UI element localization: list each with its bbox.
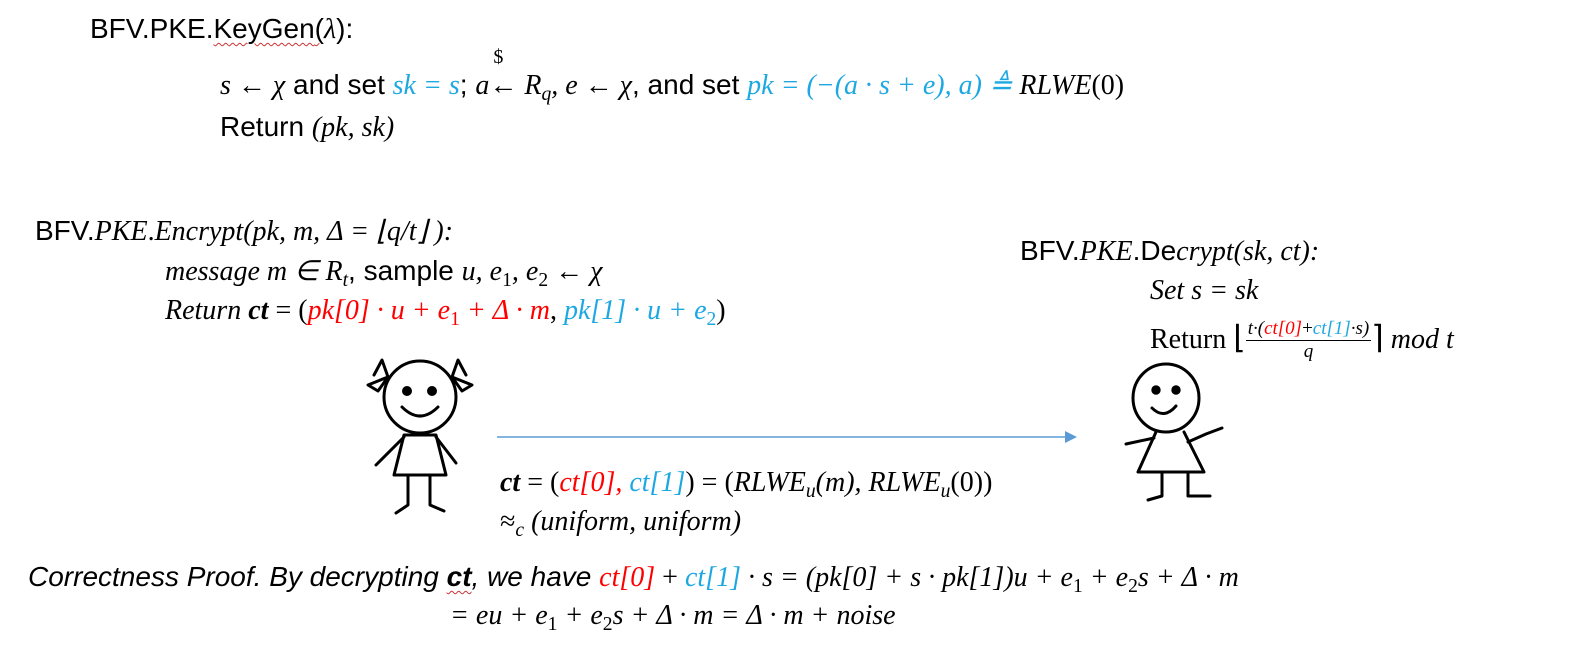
encrypt-t-sub: t bbox=[342, 269, 349, 291]
ciphertext-mid: ) = ( bbox=[685, 467, 734, 498]
ciphertext-line-1 bbox=[500, 465, 992, 500]
encrypt-red-sub: 1 bbox=[450, 308, 460, 330]
encrypt-sub-2: 2 bbox=[538, 269, 549, 291]
keygen-return: Return bbox=[220, 111, 312, 142]
proof-l2-sub-1: 1 bbox=[547, 613, 558, 635]
decrypt-rfloor: ⌉ bbox=[1371, 318, 1384, 355]
keygen-title-close: ): bbox=[336, 13, 354, 44]
keygen-chi: χ bbox=[272, 70, 286, 101]
ciphertext-approx: ≈ bbox=[500, 506, 516, 537]
keygen-title-lambda: λ bbox=[323, 14, 337, 45]
decrypt-title-pke: PKE bbox=[1079, 236, 1133, 267]
decrypt-num-a: t·( bbox=[1247, 318, 1265, 339]
proof-intro: Correctness Proof. By decrypting bbox=[28, 561, 447, 592]
girl-figure bbox=[360, 355, 480, 525]
keygen-and-set: and set bbox=[285, 69, 393, 100]
encrypt-chi: ← χ bbox=[548, 256, 603, 287]
encrypt-sample: , sample bbox=[348, 255, 462, 286]
encrypt-red-tail: + Δ · m bbox=[459, 295, 550, 326]
decrypt-num-blue: ct[1] bbox=[1312, 318, 1351, 339]
keygen-pk: pk = (−(a · s + e), a) ≜ bbox=[747, 70, 1020, 101]
ciphertext-m: (m), bbox=[815, 467, 869, 498]
ciphertext-rlwe-2: RLWE bbox=[868, 467, 941, 498]
encrypt-return: Return bbox=[165, 295, 249, 326]
decrypt-return: Return bbox=[1150, 323, 1234, 355]
keygen-R: R bbox=[517, 70, 542, 101]
ciphertext-u-2: u bbox=[940, 480, 951, 502]
ciphertext-ct: ct bbox=[500, 467, 521, 498]
keygen-line-1 bbox=[220, 46, 1125, 105]
keygen-arrow: ← bbox=[230, 70, 273, 101]
girl-body bbox=[376, 435, 456, 513]
keygen-title bbox=[90, 12, 353, 47]
decrypt-lfloor: ⌊ bbox=[1233, 318, 1246, 355]
encrypt-message: message m ∈ R bbox=[165, 256, 343, 287]
encrypt-blue-term: pk[1] · u + e bbox=[556, 295, 707, 326]
ciphertext-u-1: u bbox=[805, 480, 816, 502]
keygen-sample-arrow: ← bbox=[489, 70, 518, 101]
decrypt-return-line bbox=[1150, 318, 1454, 363]
proof-l2-b: + e bbox=[557, 600, 603, 631]
proof-e2: + e bbox=[1082, 562, 1129, 593]
keygen-semi: ; bbox=[459, 69, 476, 100]
proof-ct1: ct[1] bbox=[684, 562, 741, 593]
keygen-a: a bbox=[475, 70, 490, 101]
ciphertext-ct0: ct[0], bbox=[559, 467, 623, 498]
keygen-return-tuple: (pk, sk) bbox=[311, 112, 395, 143]
encrypt-sub-1: 1 bbox=[502, 269, 512, 291]
encrypt-title-dot: . bbox=[147, 216, 155, 247]
proof-ct0: ct[0] bbox=[599, 562, 656, 593]
decrypt-title-crypt: crypt bbox=[1176, 236, 1234, 267]
ciphertext-ct1: ct[1] bbox=[622, 467, 686, 498]
ciphertext-approx-c: c bbox=[515, 519, 525, 541]
decrypt-fraction bbox=[1246, 318, 1372, 363]
keygen-dollar: $ bbox=[493, 46, 504, 68]
decrypt-mod: mod t bbox=[1383, 323, 1454, 355]
keygen-sk: sk = s bbox=[392, 70, 460, 101]
ciphertext-eq: = ( bbox=[520, 467, 560, 498]
keygen-line-2 bbox=[220, 110, 394, 145]
boy-head bbox=[1133, 364, 1199, 432]
keygen-zero: (0) bbox=[1091, 70, 1125, 101]
boy-body bbox=[1126, 428, 1222, 500]
proof-we-have: , we have bbox=[471, 561, 600, 592]
proof-sub-1: 1 bbox=[1072, 575, 1083, 597]
encrypt-e2: , e bbox=[511, 256, 539, 287]
keygen-title-prefix: BFV.PKE. bbox=[90, 13, 214, 44]
encrypt-ct: ct bbox=[248, 295, 269, 326]
encrypt-line-1 bbox=[165, 254, 602, 289]
keygen-e: , e ← χ bbox=[551, 70, 632, 101]
encrypt-blue-sub: 2 bbox=[706, 308, 717, 330]
decrypt-num-b: ·s) bbox=[1350, 318, 1370, 339]
keygen-q: q bbox=[541, 83, 552, 105]
girl-head bbox=[384, 361, 456, 433]
proof-l2-sub-2: 2 bbox=[602, 613, 613, 635]
keygen-title-paren: ( bbox=[314, 13, 324, 44]
decrypt-title-de: .De bbox=[1132, 235, 1177, 266]
girl-bows bbox=[368, 360, 472, 391]
encrypt-title-args: (pk, m, Δ = ⌊q/t⌋ ): bbox=[243, 216, 454, 247]
encrypt-eq: = ( bbox=[268, 295, 308, 326]
encrypt-title-pke: PKE bbox=[94, 216, 148, 247]
ciphertext-arrow bbox=[495, 427, 1095, 447]
ciphertext-rlwe-1: RLWE bbox=[733, 467, 806, 498]
encrypt-comma: , bbox=[549, 295, 557, 326]
encrypt-title-name: Encrypt bbox=[154, 216, 244, 247]
decrypt-fraction-numerator bbox=[1246, 318, 1372, 341]
proof-sub-2: 2 bbox=[1128, 575, 1138, 597]
decrypt-num-red: ct[0] bbox=[1264, 318, 1303, 339]
keygen-and-set-2: , and set bbox=[631, 69, 748, 100]
proof-line-2 bbox=[450, 598, 896, 633]
proof-expansion: · s = (pk[0] + s · pk[1])u + e bbox=[740, 562, 1073, 593]
decrypt-fraction-denominator: q bbox=[1303, 341, 1314, 362]
keygen-s: s bbox=[220, 70, 231, 101]
decrypt-title-args: (sk, ct): bbox=[1233, 236, 1320, 267]
encrypt-close: ) bbox=[716, 295, 726, 326]
proof-l2-c: s + Δ · m = Δ · m + noise bbox=[612, 600, 896, 631]
keygen-rlwe: RLWE bbox=[1019, 70, 1092, 101]
boy-figure bbox=[1118, 360, 1238, 510]
encrypt-red-term: pk[0] · u + e bbox=[307, 295, 451, 326]
encrypt-line-2 bbox=[165, 293, 726, 328]
encrypt-title-prefix: BFV. bbox=[35, 215, 95, 246]
proof-tail: s + Δ · m bbox=[1137, 562, 1239, 593]
proof-line-1 bbox=[28, 560, 1239, 595]
decrypt-title-prefix: BFV. bbox=[1020, 235, 1080, 266]
proof-ct: ct bbox=[446, 561, 472, 592]
decrypt-num-plus: + bbox=[1302, 318, 1313, 339]
ciphertext-uniform: (uniform, uniform) bbox=[524, 506, 742, 537]
keygen-title-name: KeyGen bbox=[213, 13, 315, 44]
encrypt-title bbox=[35, 214, 453, 249]
proof-l2-a: = eu + e bbox=[450, 600, 548, 631]
keygen-sample-arrow-group bbox=[489, 46, 518, 103]
proof-plus: + bbox=[655, 562, 685, 593]
encrypt-u-e: u, e bbox=[461, 256, 503, 287]
decrypt-set-line: Set s = sk bbox=[1150, 275, 1259, 306]
ciphertext-zero: (0)) bbox=[950, 467, 993, 498]
decrypt-title bbox=[1020, 234, 1319, 269]
ciphertext-line-2 bbox=[500, 504, 741, 539]
